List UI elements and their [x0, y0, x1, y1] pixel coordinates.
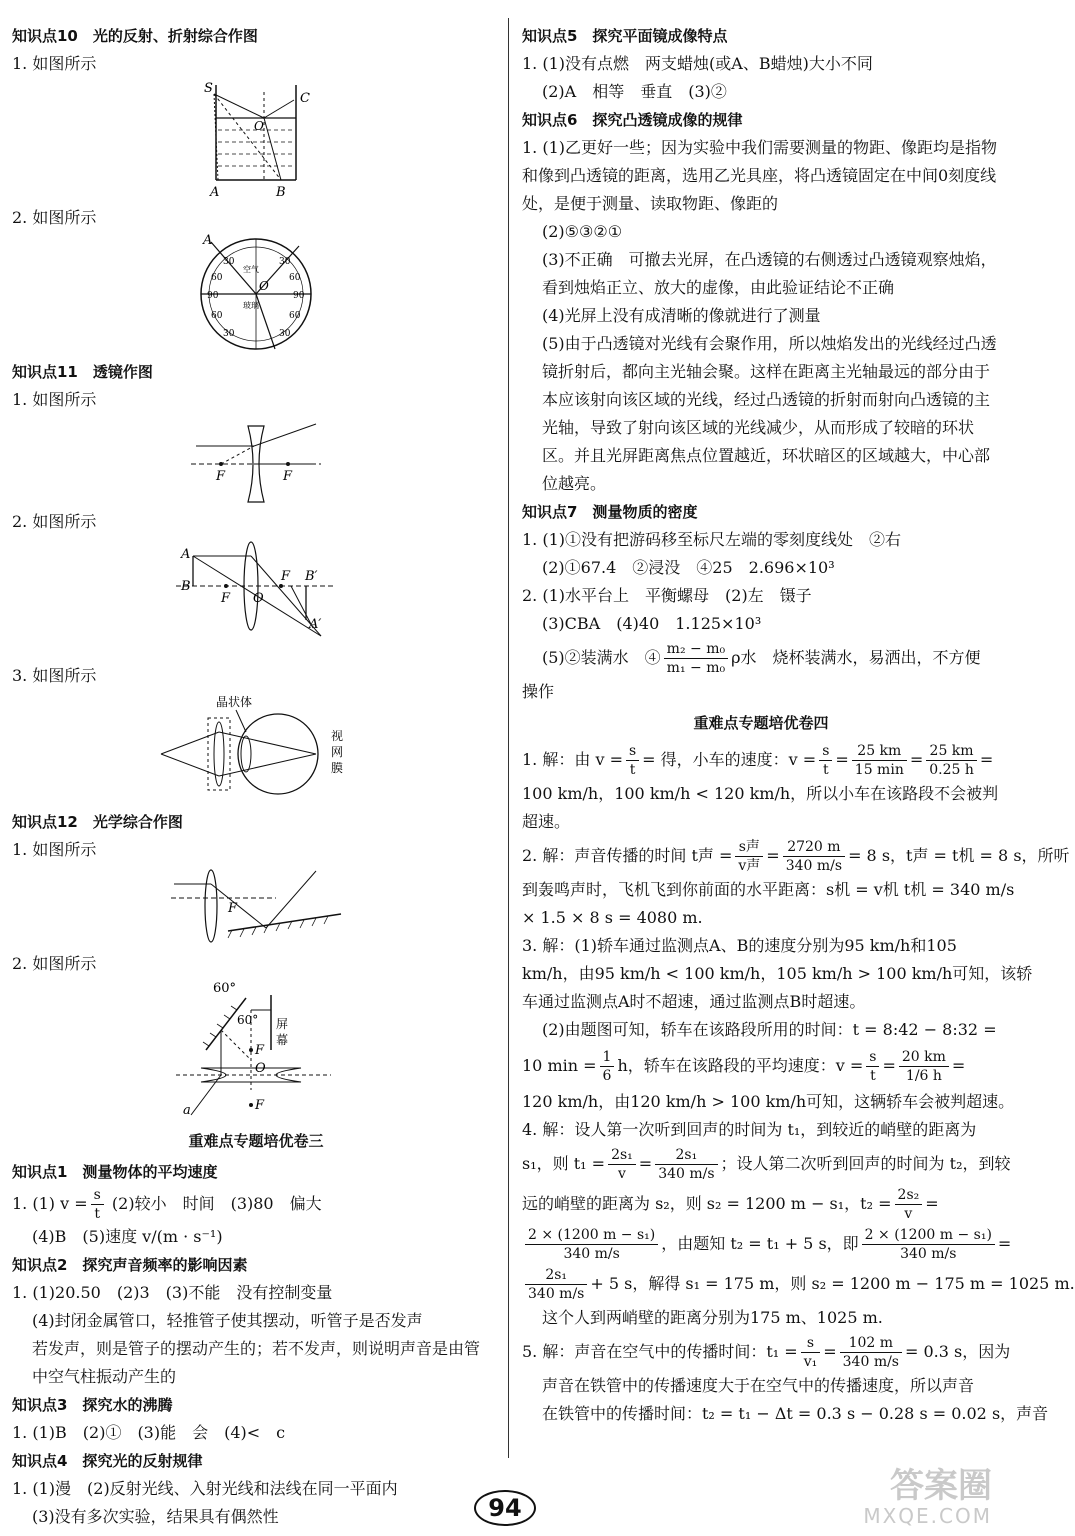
figure-lens-mirror [166, 866, 346, 946]
kp1-line2: (4)B (5)速度 v/(m · s⁻¹) [32, 1227, 223, 1246]
figure-eye [156, 692, 356, 804]
watermark-url: MXQE.COM [863, 1504, 992, 1528]
label-screen-2: 幕 [276, 1033, 289, 1047]
sol4-line6: 这个人到两峭壁的距离分别为175 m、1025 m. [542, 1308, 883, 1327]
watermark [863, 1468, 992, 1528]
fraction: $\frac{s}{t}$ [91, 1186, 104, 1223]
sol4-line5: $\frac{\text{2s₁}}{340 m/s}$ + 5 s，解得 s₁ = 175 m，则 s₂ = 1200 m − 175 m = 1025 m. [522, 1264, 1000, 1304]
label-air: 空气 [243, 265, 259, 274]
label-60deg-top: 60° [213, 981, 237, 996]
kp12-heading: 知识点12 光学综合作图 [12, 813, 183, 831]
sol5-line2: 声音在铁管中的传播速度大于在空气中的传播速度，所以声音 [542, 1376, 975, 1395]
kp2-line3: 若发声，则是管子的摆动产生的；若不发声，则说明声音是由管 [32, 1339, 481, 1358]
svg-text:30: 30 [279, 329, 291, 339]
label-C: C [300, 91, 310, 106]
kp12-q1: 1. 如图所示 [12, 840, 97, 859]
sol5-line3: 在铁管中的传播时间：t₂ = t₁ − Δt = 0.3 s − 0.28 s = 0.02 s，声音 [542, 1404, 1049, 1423]
label-B-prime: B′ [305, 569, 318, 584]
kp10-heading: 知识点10 光的反射、折射综合作图 [12, 27, 258, 45]
figure-reflection-refraction [186, 80, 326, 200]
kp3-heading: 知识点3 探究水的沸腾 [12, 1396, 173, 1414]
label-glass: 玻璃 [243, 301, 259, 310]
svg-text:60: 60 [289, 311, 301, 321]
page-number: 94 [0, 1490, 1010, 1526]
figure-protractor [191, 234, 321, 354]
fraction: $\frac{\text{m₂ − m₀}}{\text{m₁ − m₀}}$ [664, 640, 728, 677]
label-F-upper: F [255, 1043, 265, 1058]
svg-text:90: 90 [293, 291, 305, 301]
kp5-line1: 1. (1)没有点燃 两支蜡烛(或A、B蜡烛)大小不同 [522, 54, 873, 73]
kp7-line4: (3)CBA (4)40 1.125×10³ [542, 614, 762, 633]
kp6-para5: (5)由于凸透镜对光线有会聚作用，所以烛焰发出的光线经过凸透镜折射后，都向主光轴会聚。这样在距离主光轴最远的部分由于本应该射向该区域的光线，经过凸透镜的折射而射向凸透镜的主光轴，导致了射向该区域的光线减少，从而形成了较暗的环状区。并且光屏距离焦点位置越近，环状暗区的区域越大，中心部位越亮。 [542, 334, 997, 493]
sol1-line2: 100 km/h，100 km/h < 120 km/h，所以小车在该路段不会被判 [522, 784, 999, 803]
kp2-line2: (4)封闭金属管口，轻推管子使其摆动，听管子是否发声 [32, 1311, 423, 1330]
sol1-line3: 超速。 [522, 812, 571, 831]
kp10-q2: 2. 如图所示 [12, 208, 97, 227]
kp10-q1: 1. 如图所示 [12, 54, 97, 73]
label-A-prime: A′ [309, 617, 322, 632]
kp2-line4: 中空气柱振动产生的 [32, 1367, 177, 1386]
label-O: O [254, 119, 264, 133]
label-B: B [181, 579, 191, 594]
label-F-right: F [281, 569, 291, 584]
kp6-para1: 1. (1)乙更好一些；因为实验中我们需要测量的物距、像距均是指物和像到凸透镜的距离，选用乙光具座，将凸透镜固定在中间0刻度线处，是便于测量、读取物距、像距的 [522, 138, 998, 213]
figure-convex-lens-image [171, 538, 341, 658]
kp5-line2: (2)A 相等 垂直 (3)② [542, 82, 727, 101]
kp6-line4: (4)光屏上没有成清晰的像就进行了测量 [542, 306, 821, 325]
kp11-q3: 3. 如图所示 [12, 666, 97, 685]
left-column [12, 22, 500, 1531]
label-O: O [253, 591, 264, 606]
sol5-line1: 5. 解：声音在空气中的传播时间：t₁ = $\frac{s}{\text{v₁}}$ = $\frac{102 m}{340 m/s}$ = 0.3 s，因为 [522, 1335, 1011, 1370]
label-O: O [255, 1061, 266, 1076]
section-4-title: 重难点专题培优卷四 [693, 714, 829, 732]
kp4-line2: (3)没有多次实验，结果具有偶然性 [32, 1507, 279, 1526]
label-B: B [276, 185, 286, 200]
sol3-line2: km/h，由95 km/h < 100 km/h，105 km/h > 100 km/h可知，该轿 [522, 964, 1033, 983]
kp7-line6: 操作 [522, 682, 555, 701]
label-retina-3: 膜 [331, 761, 344, 775]
label-S: S [204, 81, 213, 96]
kp7-line2: (2)①67.4 ②浸没 ④25 2.696×10³ [542, 558, 835, 577]
right-column [522, 22, 1075, 1428]
kp4-heading: 知识点4 探究光的反射规律 [12, 1452, 203, 1470]
label-a: a [183, 1103, 191, 1118]
sol4-line4: $\frac{\text{2 × (1200 m − s₁)}}{340 m/s}$ ，由题知 t₂ = t₁ + 5 s，即 $\frac{\text{2 × (1200 m − s₁)}}{340 m/s}$ = [522, 1224, 1000, 1264]
sol2-line1: 2. 解：声音传播的时间 t声 = $\frac{\text{s声}}{\text{v声}}$ = $\frac{2720 m}{340 m/s}$ = 8 s，t声 = t机 = 8 s，所听 [522, 839, 1070, 874]
label-A: A [203, 233, 213, 248]
svg-text:30: 30 [223, 329, 235, 339]
kp7-line3: 2. (1)水平台上 平衡螺母 (2)左 镊子 [522, 586, 812, 605]
svg-text:90: 90 [207, 291, 219, 301]
label-retina-2: 网 [331, 745, 344, 759]
kp1-line1: 1. (1) v = $\frac{s}{t}$ (2)较小 时间 (3)80 偏大 [12, 1187, 322, 1222]
figure-concave-lens [186, 416, 326, 504]
label-F: F [228, 901, 238, 916]
kp11-q2: 2. 如图所示 [12, 512, 97, 531]
kp1-heading: 知识点1 测量物体的平均速度 [12, 1163, 218, 1181]
svg-text:60: 60 [211, 311, 223, 321]
kp5-heading: 知识点5 探究平面镜成像特点 [522, 27, 728, 45]
kp7-line1: 1. (1)①没有把游码移至标尺左端的零刻度线处 ②右 [522, 530, 902, 549]
sol4-line1: 4. 解：设人第一次听到回声的时间为 t₁，到较近的峭壁的距离为 [522, 1120, 977, 1139]
label-retina-1: 视 [331, 729, 344, 743]
svg-text:30: 30 [279, 257, 291, 267]
column-divider [508, 18, 509, 1458]
kp11-heading: 知识点11 透镜作图 [12, 363, 153, 381]
label-screen-1: 屏 [276, 1017, 289, 1031]
sol2-line3: × 1.5 × 8 s = 4080 m. [522, 908, 703, 927]
kp2-heading: 知识点2 探究声音频率的影响因素 [12, 1256, 248, 1274]
kp6-heading: 知识点6 探究凸透镜成像的规律 [522, 111, 743, 129]
sol3-line4: (2)由题图可知，轿车在该路段所用的时间：t = 8:42 − 8:32 = [542, 1020, 997, 1039]
svg-text:60: 60 [289, 273, 301, 283]
sol4-line3: 远的峭壁的距离为 s₂，则 s₂ = 1200 m − s₁，t₂ = $\frac{\text{2s₂}}{v}$ = [522, 1187, 939, 1222]
kp7-heading: 知识点7 测量物质的密度 [522, 503, 698, 521]
kp6-line2: (2)⑤③②① [542, 222, 623, 241]
sol2-line2: 到轰鸣声时，飞机飞到你前面的水平距离：s机 = v机 t机 = 340 m/s [522, 880, 1015, 899]
label-F-right: F [283, 469, 293, 484]
label-A: A [181, 547, 191, 562]
label-60deg-inner: 60° [237, 1013, 259, 1027]
kp12-q2: 2. 如图所示 [12, 954, 97, 973]
label-O: O [259, 279, 269, 293]
sol3-line1: 3. 解：(1)轿车通过监测点A、B的速度分别为95 km/h和105 [522, 936, 957, 955]
kp6-para3: (3)不正确 可撤去光屏，在凸透镜的右侧透过凸透镜观察烛焰，看到烛焰正立、放大的虚像，由此验证结论不正确 [542, 250, 997, 297]
kp11-q1: 1. 如图所示 [12, 390, 97, 409]
svg-text:60: 60 [211, 273, 223, 283]
kp2-line1: 1. (1)20.50 (2)3 (3)不能 没有控制变量 [12, 1283, 333, 1302]
sol4-line2: s₁，则 t₁ = $\frac{\text{2s₁}}{v}$ = $\frac{\text{2s₁}}{340 m/s}$ ；设人第二次听到回声的时间为 t₂，到较 [522, 1147, 1011, 1182]
kp3-line1: 1. (1)B (2)① (3)能 会 (4)< c [12, 1423, 286, 1442]
sol3-line6: 120 km/h，由120 km/h > 100 km/h可知，这辆轿车会被判超速。 [522, 1092, 1015, 1111]
sol3-line5: 10 min = $\frac{1}{6}$ h，轿车在该路段的平均速度：v = $\frac{s}{t}$ = $\frac{20 km}{1/6 h}$ = [522, 1049, 966, 1084]
figure-optical-combined [171, 980, 341, 1120]
label-F-left: F [216, 469, 226, 484]
watermark-logo-text: 答案圈 [890, 1466, 992, 1506]
label-crystal: 晶状体 [216, 695, 253, 709]
section-3-title: 重难点专题培优卷三 [188, 1132, 324, 1150]
kp7-line5: (5)②装满水 ④ $\frac{\text{m₂ − m₀}}{\text{m₁ − m₀}}$ ρ水 烧杯装满水，易洒出，不方便 [542, 641, 981, 676]
label-F-lower: F [255, 1098, 265, 1113]
sol3-line3: 车通过监测点A时不超速，通过监测点B时超速。 [522, 992, 866, 1011]
label-F-left: F [221, 591, 231, 606]
kp4-line1: 1. (1)漫 (2)反射光线、入射光线和法线在同一平面内 [12, 1479, 398, 1498]
label-A: A [210, 185, 220, 200]
svg-text:30: 30 [223, 257, 235, 267]
sol1-line1: 1. 解：由 v = $\frac{s}{t}$ = 得，小车的速度：v = $\frac{s}{t}$ = $\frac{25 km}{15 \min}$ = $\frac{25 km}{0.25 h}$ = [522, 743, 994, 778]
